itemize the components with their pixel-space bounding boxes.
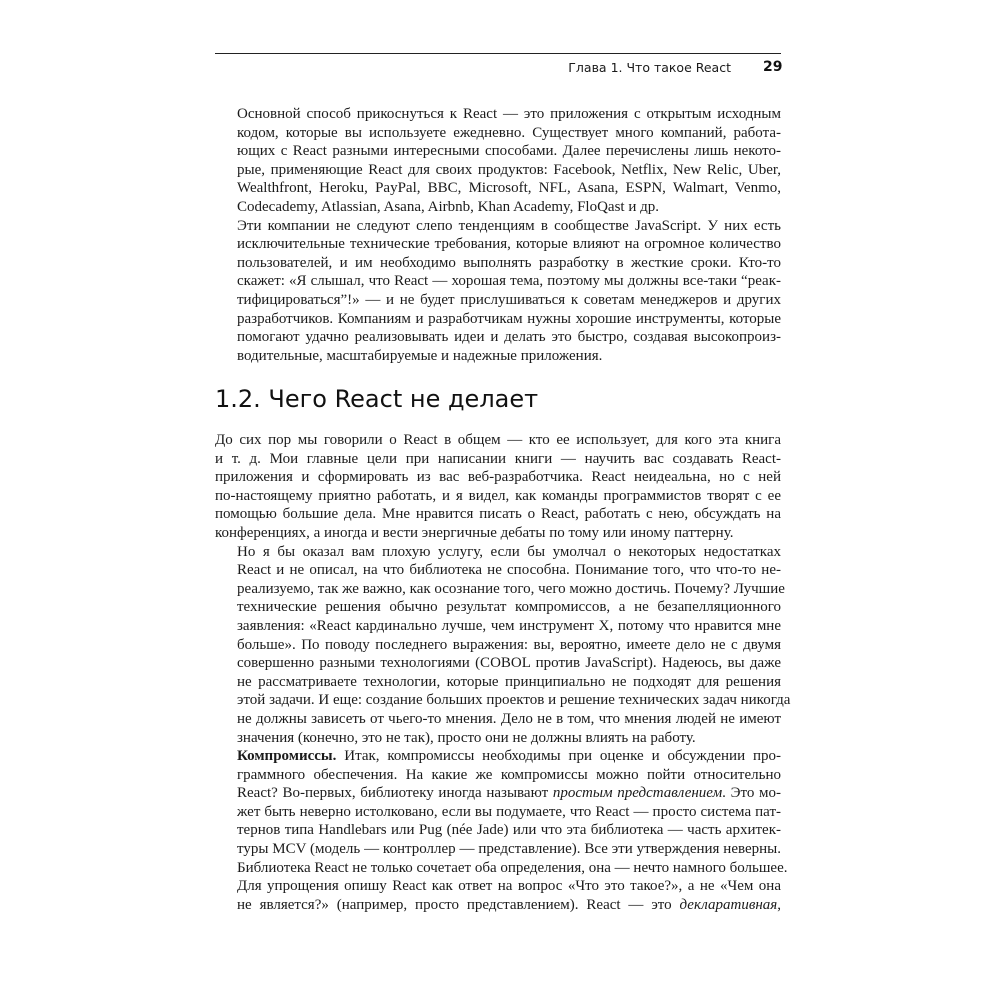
text-line <box>215 784 781 803</box>
text-line: Codecademy, Atlassian, Asana, Airbnb, Khan Academy, FloQast и др. <box>237 198 659 215</box>
intro-text-block <box>215 105 781 365</box>
text-line <box>215 747 781 766</box>
text-line: этой задачи. И еще: создание больших проектов и решение технических задач никогда <box>237 692 791 709</box>
main-paragraph-1 <box>215 431 781 543</box>
text-line: До сих пор мы говорили о React в общем — кто ее использует, для кого эта книга <box>215 432 781 448</box>
text-line: ющих с React разными интересными способами. Далее перечислены лишь некото- <box>237 143 781 160</box>
text-line: заявления: «React кардинально лучше, чем инструмент X, потому что нравится мне <box>237 617 781 634</box>
text-line: Эти компании не следуют слепо тенденциям в сообществе JavaScript. У них есть <box>237 217 781 234</box>
text-fragment: Итак, компромиссы необходимы при оценке и обсуждении про- <box>336 748 781 765</box>
text-line: и т. д. Мои главные цели при написании книги — научить вас создавать React- <box>215 450 781 467</box>
text-line: React и не описал, на что библиотека не способна. Понимание того, что что-то не- <box>237 562 781 579</box>
text-line: кодом, которые вы используете ежедневно. Существует много компаний, работа- <box>237 124 781 141</box>
running-head: Глава 1. Что такое React <box>568 60 731 75</box>
text-line: водительные, масштабируемые и надежные приложения. <box>237 347 603 364</box>
intro-paragraph-2 <box>215 217 781 366</box>
header-rule <box>215 53 781 54</box>
intro-paragraph-1 <box>215 105 781 217</box>
text-line: тернов типа Handlebars или Pug (née Jade) или что эта библиотека — часть архитек- <box>237 822 781 839</box>
text-fragment: . Это мо- <box>722 785 781 802</box>
text-line: разработчиков. Компаниям и разработчикам нужны хорошие инструменты, которые <box>237 310 781 327</box>
text-line: технические решения обычно результат компромиссов, а не безапелляционного <box>237 599 781 616</box>
text-line: граммного обеспечения. На какие же компромиссы можно пойти относительно <box>237 766 781 783</box>
text-line: жет быть неверно истолковано, если вы подумаете, что React — просто система пат- <box>237 803 781 820</box>
main-text-block <box>215 431 791 914</box>
text-fragment: , <box>777 896 781 913</box>
emphasis-term: простым представлением <box>552 785 723 802</box>
emphasis-term: декларативная <box>679 896 778 913</box>
text-line: тифицироваться”!» — и не будет прислушиваться к советам менеджеров и других <box>237 291 781 308</box>
text-line: исключительные технические требования, которые влияют на огромное количество <box>237 236 781 253</box>
text-line: приложения и сформировать из вас веб-разработчика. React неидеальна, но с ней <box>215 469 781 486</box>
text-line: Основной способ прикоснуться к React — это приложения с открытым исходным <box>237 106 781 122</box>
text-line: реализуемо, так же важно, как осознание того, чего можно достичь. Почему? Лучшие <box>237 580 785 597</box>
section-heading: 1.2. Чего React не делает <box>215 385 539 413</box>
text-line: не рассматриваете технологии, которые принципиально не подходят для решения <box>237 673 781 690</box>
text-line: совершенно разными технологиями (COBOL против JavaScript). Надеюсь, вы даже <box>237 655 781 672</box>
text-line: скажет: «Я слышал, что React — хорошая тема, поэтому мы должны все-таки “реак- <box>237 273 781 290</box>
text-fragment: не является?» (например, просто представлением). React — это <box>237 896 680 913</box>
text-line: помощью большие дела. Мне нравится писать о React, работать с нею, обсуждать на <box>215 506 781 523</box>
text-line: не должны зависеть от чьего-то мнения. Дело не в том, что мнения людей не имеют <box>237 710 781 727</box>
main-paragraph-3 <box>215 747 788 914</box>
text-line: Для упрощения опишу React как ответ на вопрос «Что это такое?», а не «Чем она <box>237 878 781 895</box>
run-in-heading: Компромиссы. <box>237 748 337 765</box>
text-line <box>215 896 781 915</box>
page-number: 29 <box>763 59 783 75</box>
text-line: Библиотека React не только сочетает оба определения, она — нечто намного большее. <box>237 859 788 876</box>
text-line: туры MCV (модель — контроллер — представление). Все эти утверждения неверны. <box>237 841 781 858</box>
text-line: больше». По поводу последнего выражения: вы, вероятно, имеете дело не с двумя <box>237 636 781 653</box>
text-fragment: React? Во-первых, библиотеку иногда называют <box>237 785 553 802</box>
text-line: значения (конечно, это не так), просто они не должны влиять на работу. <box>237 729 696 746</box>
main-paragraph-2 <box>215 543 791 748</box>
text-line: Но я бы оказал вам плохую услугу, если бы умолчал о некоторых недостатках <box>237 543 781 560</box>
text-line: по-настоящему приятно работать, и я видел, как команды программистов творят с ее <box>215 487 781 504</box>
text-line: пользователей, и им необходимо выполнять разработку в жесткие сроки. Кто-то <box>237 254 781 271</box>
text-line: помогают удачно реализовывать идеи и делать это быстро, создавая высокопроиз- <box>237 329 781 346</box>
text-line: Wealthfront, Heroku, PayPal, BBC, Microsoft, NFL, Asana, ESPN, Walmart, Venmo, <box>237 180 781 197</box>
text-line: конференциях, а иногда и вести энергичные дебаты по тому или иному паттерну. <box>215 524 734 541</box>
text-line: рые, применяющие React для своих продуктов: Facebook, Netflix, New Relic, Uber, <box>237 161 781 178</box>
